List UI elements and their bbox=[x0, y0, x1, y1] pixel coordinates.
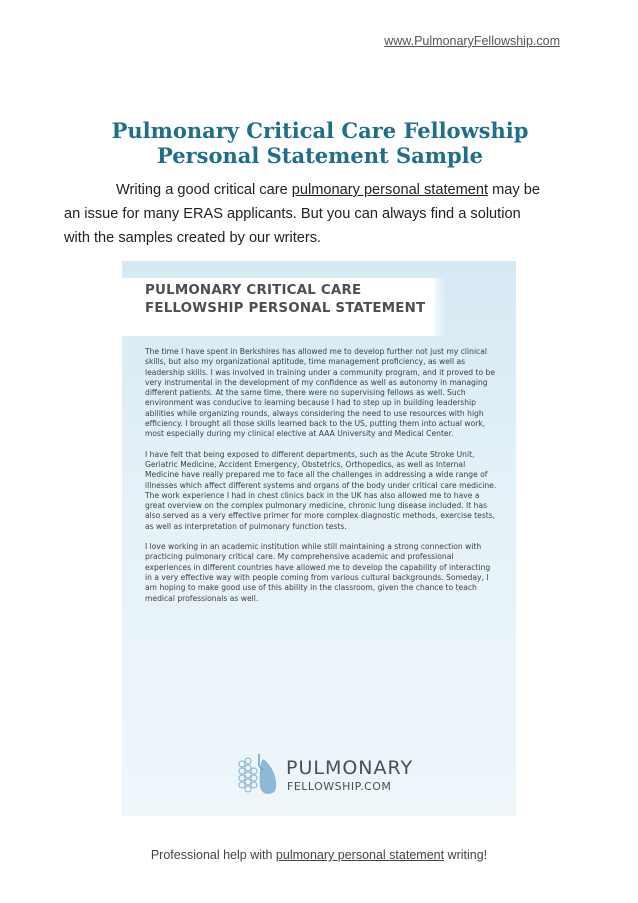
page-title-line-2: Personal Statement Sample bbox=[156, 143, 484, 168]
pulmonary-fellowship-logo bbox=[232, 752, 422, 802]
sample-paragraph: I love working in an academic institution while still maintaining a strong connection with practicing pulmonary critical care. My comprehensive academic and professional experiences in different countries have allowed me to develop the capability of interacting in a very effective way with people coming from various cultural backgrounds. Someday, I am hoping to make good use of this ability in the classroom, given the chance to teach medical professionals as well. bbox=[145, 542, 491, 603]
logo-text-pulmonary: PULMONARY bbox=[286, 757, 414, 779]
sample-body bbox=[145, 347, 499, 614]
sample-title-line-2: FELLOWSHIP PERSONAL STATEMENT bbox=[145, 301, 426, 316]
footer-text bbox=[0, 848, 638, 862]
page-title-line-1: Pulmonary Critical Care Fellowship bbox=[111, 118, 529, 143]
pulmonary-personal-statement-link[interactable]: pulmonary personal statement bbox=[291, 182, 489, 198]
sample-title-line-1: PULMONARY CRITICAL CARE bbox=[145, 283, 362, 298]
page-title bbox=[60, 118, 580, 168]
intro-paragraph bbox=[64, 178, 548, 250]
intro-text-after: may be an issue for many ERAS applicants. But you can always find a solution with the samples created by our writers. bbox=[64, 182, 540, 246]
sample-statement-image bbox=[122, 261, 516, 816]
sample-paragraph: I have felt that being exposed to different departments, such as the Acute Stroke Unit, Geriatric Medicine, Accident Emergency, Obstetrics, Orthopedics, as well as Internal Medicine have really prepared me to face all the challenges in addressing a wide range of illnesses which affect different systems and organs of the body under critical care medicine. The work experience I had in chest clinics back in the UK has also allowed me to have a great overview on the complex pulmonary medicine, chronic lung disease included. It has also served as a very effective primer for more complex diagnostic methods, exercise tests, as well as interpretation of pulmonary function tests. bbox=[145, 449, 497, 531]
sample-paragraph: The time I have spent in Berkshires has allowed me to develop further not just my clinical skills, but also my organizational aptitude, time management proficiency, as well as leadership skills. I was involved in training under a community program, and it proved to be very instrumental in the development of my confidence as well as autonomy in managing different patients. At the same time, there were no supervising fellows as well. Such environment was conducive to learning because I had to step up in building leadership abilities while organizing rounds, always considering the need to use resources with high efficiency. I brought all those skills learned back to the US, putting them into actual work, most especially during my clinical elective at AAA University and Medical Center. bbox=[145, 347, 496, 439]
footer-pulmonary-personal-statement-link[interactable]: pulmonary personal statement bbox=[275, 848, 445, 862]
footer-text-after: writing! bbox=[444, 848, 488, 862]
lungs-icon bbox=[232, 752, 282, 802]
footer-text-before: Professional help with bbox=[150, 848, 276, 862]
sample-title bbox=[145, 282, 435, 318]
intro-text-before: Writing a good critical care bbox=[116, 182, 292, 198]
website-url-link[interactable]: www.PulmonaryFellowship.com bbox=[384, 34, 560, 48]
logo-text-fellowship: FELLOWSHIP.COM bbox=[287, 780, 392, 793]
